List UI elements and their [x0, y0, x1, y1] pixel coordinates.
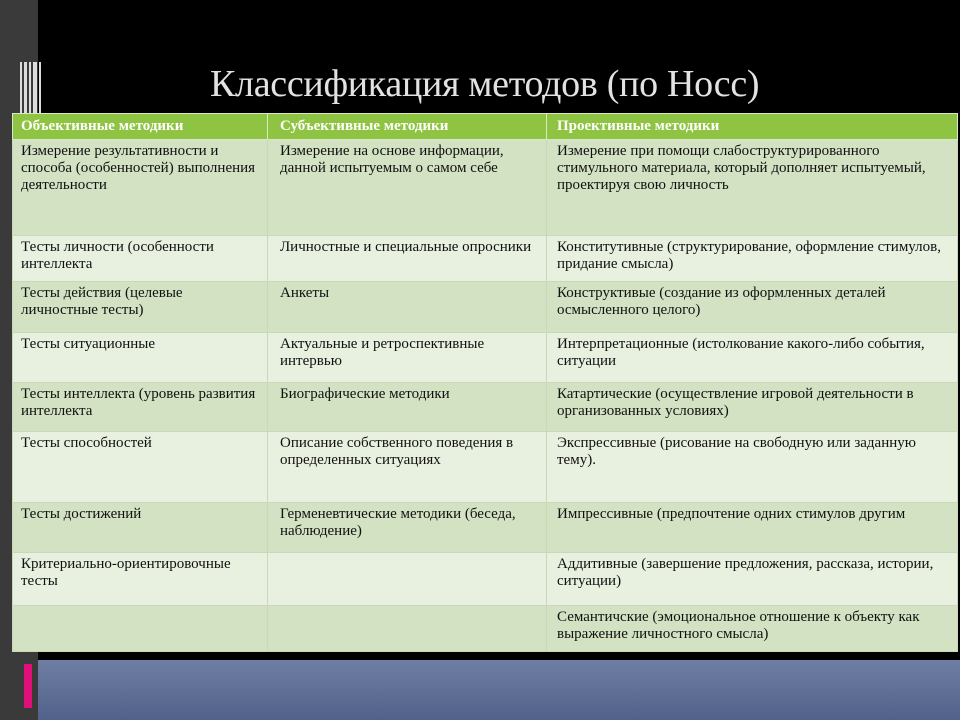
- table-row: [13, 236, 958, 282]
- table-row: [13, 333, 958, 383]
- table-cell: Семантичские (эмоциональное отношение к объекту как выражение личностного смысла): [547, 606, 958, 652]
- table-cell: Тесты способностей: [13, 432, 268, 503]
- table-cell: [268, 606, 547, 652]
- table-cell: Конструктивые (создание из оформленных деталей осмысленного целого): [547, 282, 958, 333]
- table-cell: Измерение результативности и способа (особенностей) выполнения деятельности: [13, 140, 268, 236]
- table-cell: Конститутивные (структурирование, оформление стимулов, придание смысла): [547, 236, 958, 282]
- slide-decor-lines: [20, 62, 42, 118]
- table-cell: Описание собственного поведения в определенных ситуациях: [268, 432, 547, 503]
- header-objective: Объективные методики: [13, 114, 268, 140]
- table-cell: Тесты ситуационные: [13, 333, 268, 383]
- methods-table: [12, 113, 958, 652]
- accent-bar: [24, 664, 32, 708]
- header-subjective: Субъективные методики: [268, 114, 547, 140]
- table-cell: Тесты личности (особенности интеллекта: [13, 236, 268, 282]
- table-cell: Катартические (осуществление игровой деятельности в организованных условиях): [547, 383, 958, 432]
- table-row: [13, 432, 958, 503]
- table-cell: [268, 553, 547, 606]
- table-cell: Экспрессивные (рисование на свободную или заданную тему).: [547, 432, 958, 503]
- table-cell: Герменевтические методики (беседа, наблюдение): [268, 503, 547, 553]
- table-cell: Актуальные и ретроспективные интервью: [268, 333, 547, 383]
- table-cell: Анкеты: [268, 282, 547, 333]
- table-cell: Измерение при помощи слабоструктурированного стимульного материала, который дополняет испытуемый, проектируя свою личность: [547, 140, 958, 236]
- table-row: [13, 383, 958, 432]
- table-cell: Личностные и специальные опросники: [268, 236, 547, 282]
- table-cell: Интерпретационные (истолкование какого-либо события, ситуации: [547, 333, 958, 383]
- header-projective: Проективные методики: [547, 114, 958, 140]
- table-cell: Тесты достижений: [13, 503, 268, 553]
- table-cell: Тесты действия (целевые личностные тесты): [13, 282, 268, 333]
- table-cell: Измерение на основе информации, данной испытуемым о самом себе: [268, 140, 547, 236]
- table-header-row: [13, 114, 958, 140]
- bottom-gradient-band: [38, 660, 960, 720]
- table-row: [13, 503, 958, 553]
- table-row: [13, 606, 958, 652]
- slide-title: Классификация методов (по Носс): [210, 63, 760, 105]
- table-row: [13, 282, 958, 333]
- table-cell: Биографические методики: [268, 383, 547, 432]
- table-cell: Тесты интеллекта (уровень развития интеллекта: [13, 383, 268, 432]
- table-cell: Импрессивные (предпочтение одних стимулов другим: [547, 503, 958, 553]
- table-cell: Критериально-ориентировочные тесты: [13, 553, 268, 606]
- table-cell: Аддитивные (завершение предложения, рассказа, истории, ситуации): [547, 553, 958, 606]
- table-cell: [13, 606, 268, 652]
- table-row: [13, 140, 958, 236]
- table-row: [13, 553, 958, 606]
